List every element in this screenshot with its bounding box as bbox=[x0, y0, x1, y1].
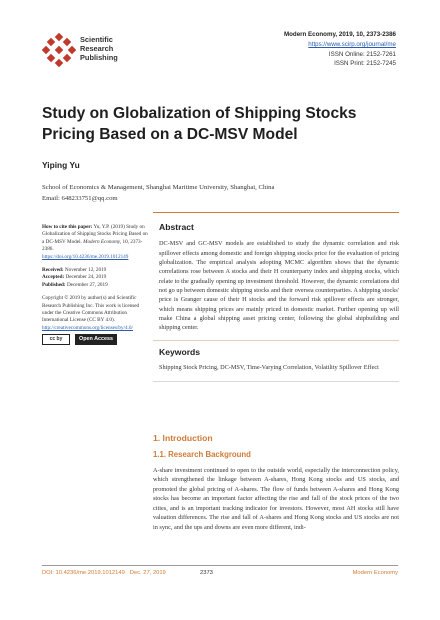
paper-title: Study on Globalization of Shipping Stocks Pricing Based on a DC-MSV Model bbox=[42, 105, 357, 143]
page-number: 2373 bbox=[200, 570, 213, 576]
cite-doi-link[interactable]: https://doi.org/10.4236/me.2019.1012149 bbox=[42, 253, 129, 260]
affiliation-block bbox=[42, 182, 274, 204]
author-name: Yiping Yu bbox=[42, 160, 80, 170]
keywords-text: Shipping Stock Pricing, DC-MSV, Time-Varying Correlation, Volatility Spillover Effect bbox=[159, 363, 379, 371]
accepted-date bbox=[42, 274, 148, 281]
article-sidebar bbox=[42, 224, 148, 351]
footer-rule bbox=[42, 565, 398, 566]
abstract-heading: Abstract bbox=[159, 222, 194, 233]
footer-date: Dec. 27, 2019 bbox=[129, 570, 166, 576]
footer-journal: Modern Economy bbox=[352, 570, 398, 576]
keywords-divider bbox=[153, 340, 399, 341]
publisher-line: Scientific bbox=[80, 35, 113, 44]
cite-text: Yu, Y.P. (2019) Study on Globalization of Shipping Stocks Pricing Based on a DC-MSV Model. bbox=[42, 224, 148, 245]
cite-label: How to cite this paper: bbox=[42, 224, 93, 230]
research-background-heading: 1.1. Research Background bbox=[153, 450, 251, 459]
author-email: Email: 648233751@qq.com bbox=[42, 195, 118, 202]
journal-url-link[interactable]: https://www.scirp.org/journal/me bbox=[308, 40, 396, 48]
journal-citation: Modern Economy, 2019, 10, 2373-2386 bbox=[283, 31, 396, 38]
cite-journal: Modern Economy, bbox=[83, 238, 122, 245]
accepted-label: Accepted: bbox=[42, 274, 65, 281]
received-label: Received: bbox=[42, 267, 64, 274]
keywords-heading: Keywords bbox=[159, 346, 201, 357]
citation-block bbox=[42, 224, 148, 261]
published-date bbox=[42, 282, 148, 289]
received-date bbox=[42, 267, 148, 274]
abstract-text: DC-MSV and GC-MSV models are established to study the dynamic correlation and risk spillover effects among domestic and foreign shipping stocks price for the evaluation of pricing globalization. The empirical analysis adopting MCMC algorithm shows that the dynamic correlations rose between A stocks and their H counterparty index and shipping stocks, which relate to the gradually opening up investment threshold. However, the dynamic correlations did not go up between domestic shipping stocks and their oversea counterparties. A shipping stocks' price is Granger cause of their H stocks and the forward risk spillover effects are stronger, which means shipping prices are mainly priced in domestic market. Further opening up will make China a global shipping asset pricing center, following the global shipbuilding and shipping center. bbox=[159, 240, 399, 332]
introduction-text: A-share investment continued to open to the outside world, especially the interconnection policy, which strengthened the linkage between A-shares, Hong Kong stocks and US stocks, and promoted the global pricing of A-shares. The flow of funds between A-shares and Hong Kong stocks has become an important factor affecting the rise and fall of the stock prices of the two cities, and is an important tracking indicator for investors. However, most AH stocks still have valuation differences. The rise and fall of A-shares and Hong Kong stocks and US stocks are not in sync, and the ups and downs are even more different, indi- bbox=[153, 467, 399, 531]
issn-print: ISSN Print: 2152-7245 bbox=[334, 60, 396, 68]
publisher-line: Research bbox=[80, 44, 114, 53]
received-value: November 12, 2019 bbox=[64, 267, 107, 274]
accepted-value: December 24, 2019 bbox=[65, 274, 107, 281]
publisher-line: Publishing bbox=[80, 53, 118, 62]
abstract-column bbox=[153, 212, 399, 382]
published-value: December 27, 2019 bbox=[66, 281, 108, 288]
publisher-name bbox=[80, 35, 118, 62]
abstract-top-rule bbox=[153, 212, 399, 213]
introduction-section bbox=[153, 433, 399, 532]
copyright-text: Copyright © 2019 by author(s) and Scientific Research Publishing Inc. This work is licensed under the Creative Commons Attribution International License (CC BY 4.0). bbox=[42, 295, 140, 324]
footer-doi-text: DOI: 10.4236/me.2019.1012149 bbox=[42, 570, 125, 576]
journal-info bbox=[284, 30, 396, 69]
affiliation: School of Economics & Management, Shanghai Maritime University, Shanghai, China bbox=[42, 184, 275, 191]
intro-divider bbox=[153, 381, 399, 382]
dates-block bbox=[42, 267, 148, 289]
publisher-logo-icon bbox=[42, 33, 76, 67]
introduction-heading: 1. Introduction bbox=[153, 433, 213, 443]
license-badges bbox=[42, 334, 148, 345]
published-label: Published: bbox=[42, 281, 66, 288]
open-access-badge[interactable]: Open Access bbox=[75, 334, 117, 345]
cite-pages: 10, 2373-2386. bbox=[42, 238, 143, 253]
license-link[interactable]: http://creativecommons.org/licenses/by/4.0/ bbox=[42, 324, 133, 331]
copyright-block bbox=[42, 295, 148, 345]
footer-doi bbox=[42, 570, 166, 576]
cc-by-badge-icon[interactable]: cc by bbox=[42, 334, 70, 345]
issn-online: ISSN Online: 2152-7261 bbox=[328, 50, 396, 58]
